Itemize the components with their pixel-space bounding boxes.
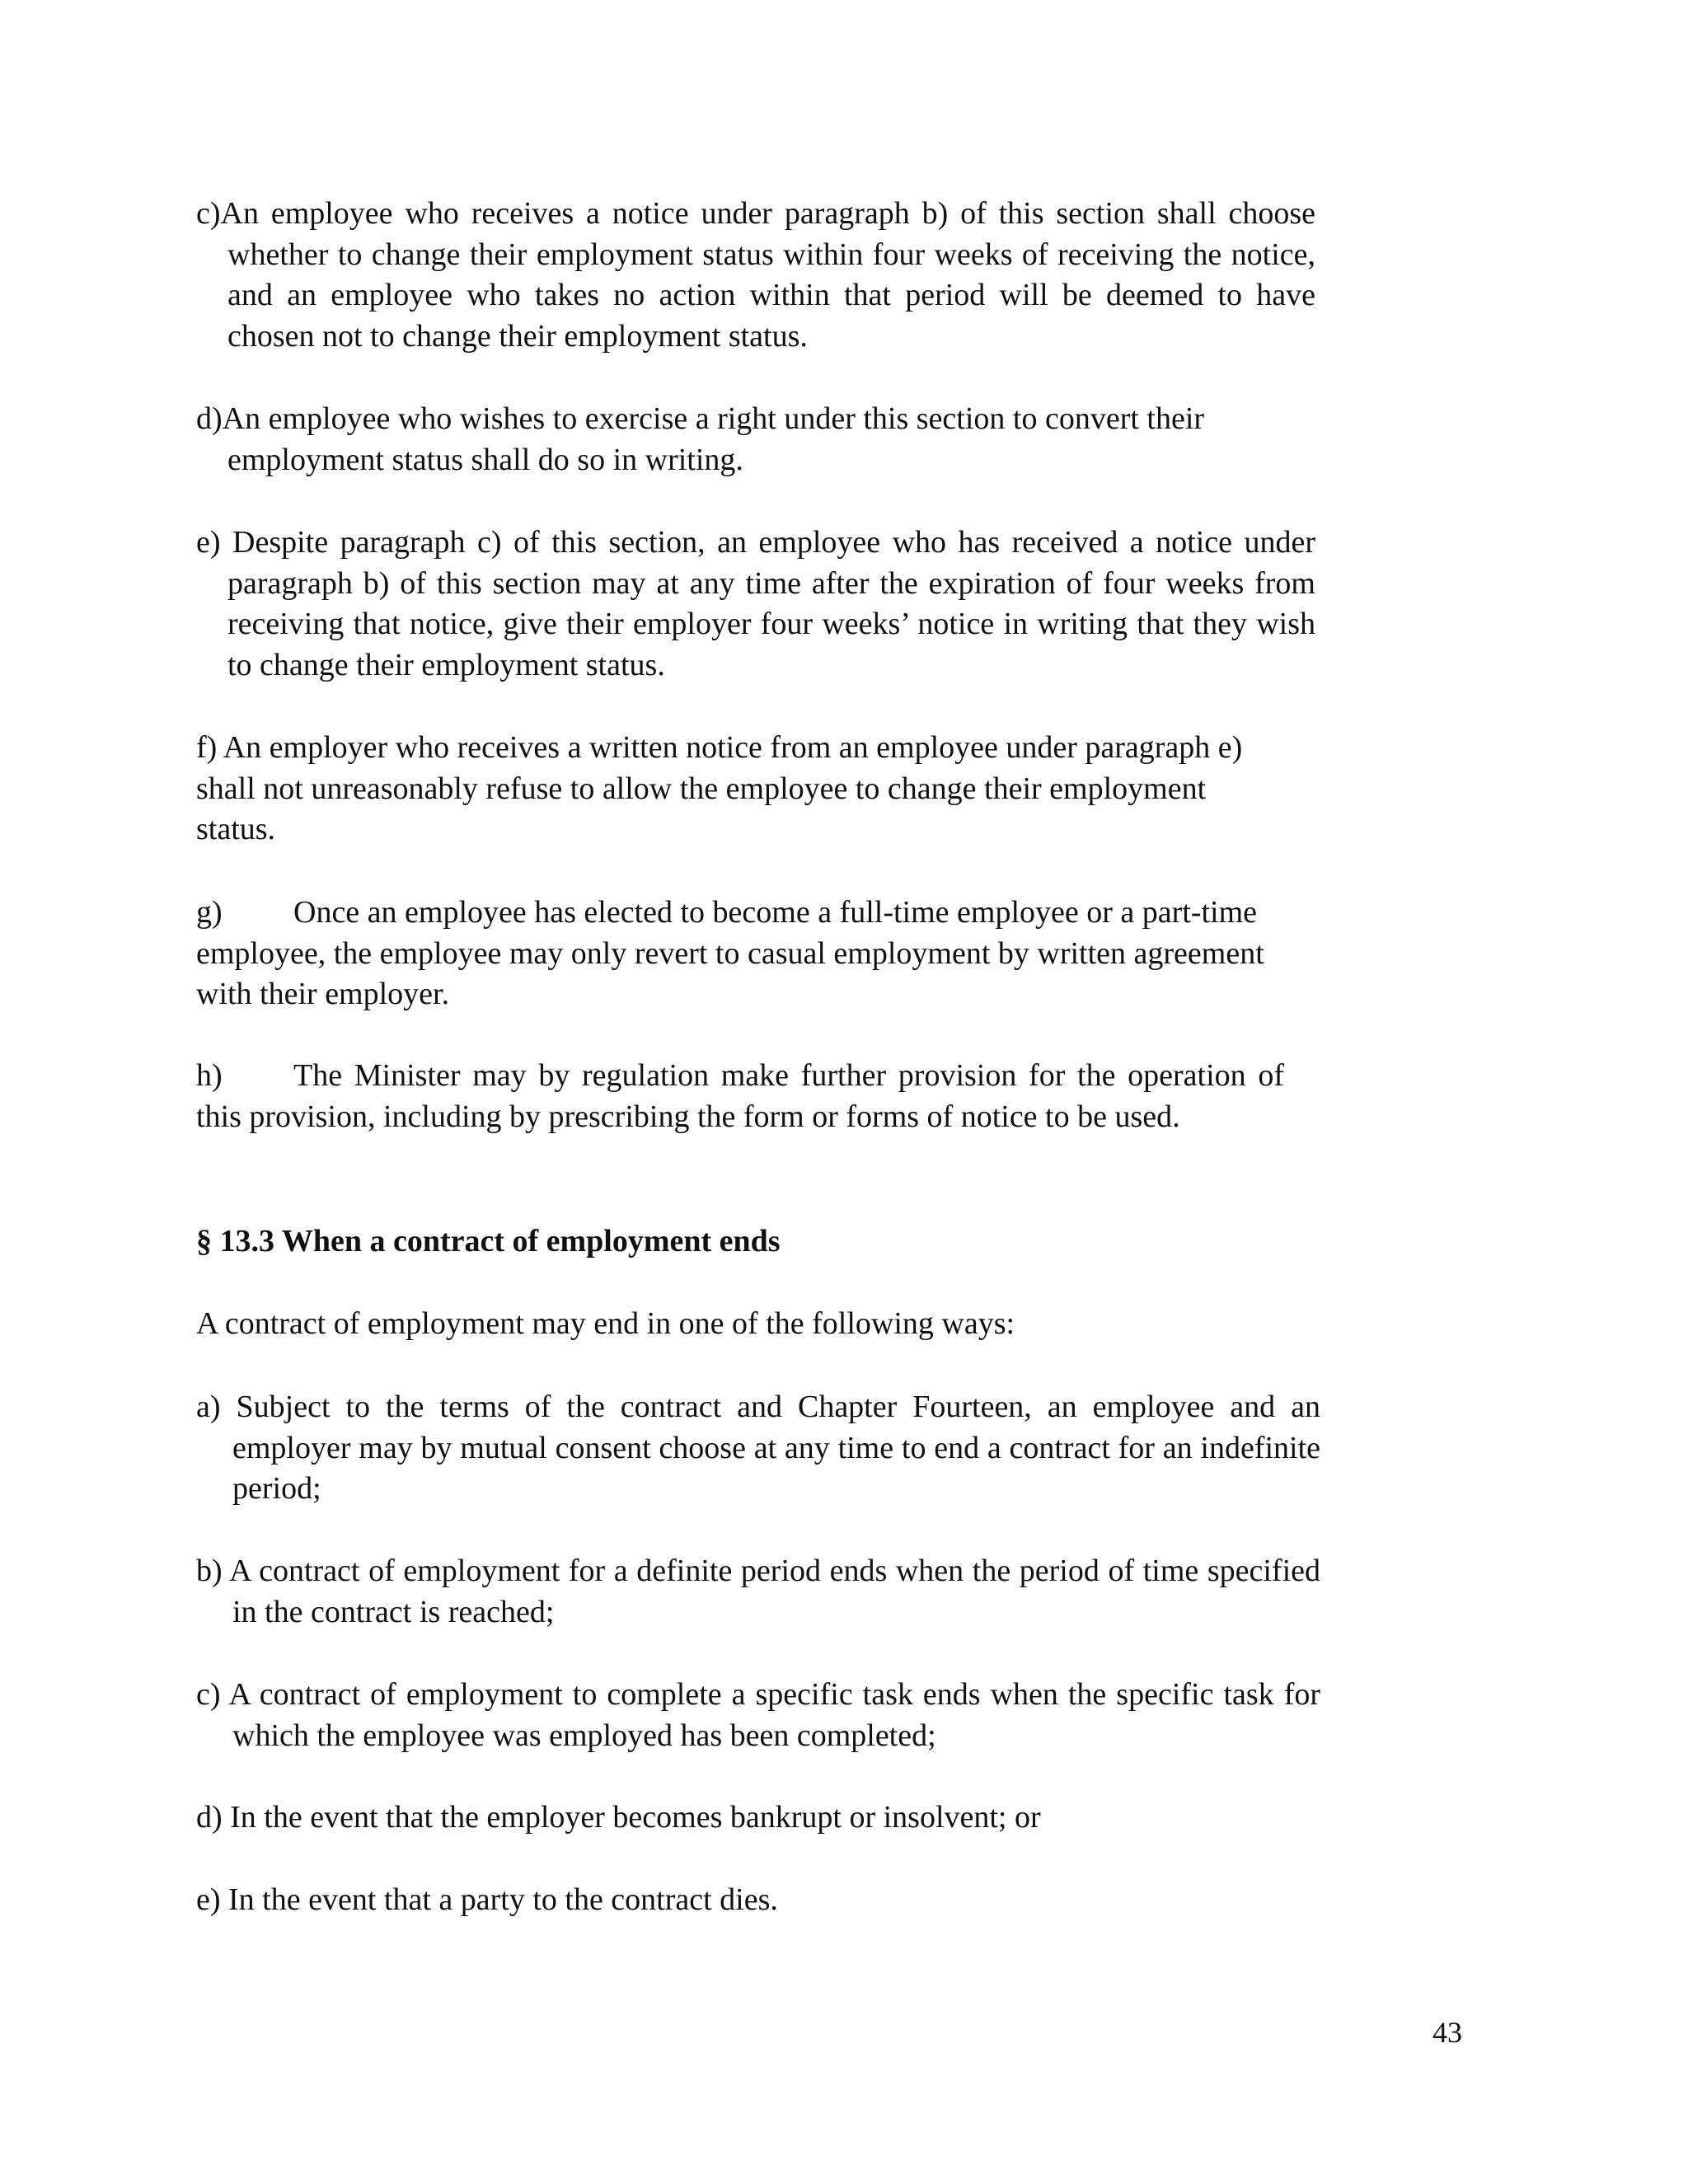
paragraph-label: h) [196,1058,223,1093]
paragraph-h-minister [196,1056,1284,1137]
list-item [196,1880,1320,1921]
paragraph-text: Despite paragraph c) of this section, an employee who has received a notice under paragraph b) of this section may at any time after the expiration of four weeks from receiving that notice, give their employer four weeks’ notice in writing that they wish to change their employment status. [227,525,1315,682]
page-number: 43 [1432,2016,1462,2049]
list-item [196,1675,1320,1756]
paragraph-e-despite [196,523,1315,686]
list-item-label: d) [196,1800,223,1835]
list-item-label: b) [196,1554,223,1588]
section-intro: A contract of employment may end in one of the following ways: [196,1306,1015,1341]
paragraph-label: c) [196,196,221,231]
paragraph-label: g) [196,895,223,930]
list-item-text: A contract of employment to complete a specific task ends when the specific task for which the employee was employed has been completed; [228,1677,1320,1753]
list-item-label: e) [196,1882,221,1917]
paragraph-text: An employee who receives a notice under paragraph b) of this section shall choose whether to change their employment status within four weeks of receiving the notice, and an employee who takes no action within that period will be deemed to have chosen not to change their employment status. [220,196,1315,354]
list-item-text: In the event that a party to the contract dies. [228,1882,778,1917]
list-item-label: c) [196,1677,221,1712]
paragraph-text: Once an employee has elected to become a full-time employee or a part-time employee, the employee may only revert to casual employment by written agreement with their employer. [196,895,1264,1011]
paragraph-text: An employee who wishes to exercise a right under this section to convert their employment status shall do so in writing. [222,401,1205,477]
list-item-text: In the event that the employer becomes bankrupt or insolvent; or [230,1800,1041,1835]
paragraph-f-employer [196,728,1284,851]
paragraph-label: d) [196,401,223,436]
paragraph-d-in-writing [196,399,1315,480]
paragraph-text: An employer who receives a written notice from an employee under paragraph e) shall not unreasonably refuse to allow the employee to change their employment status. [196,730,1243,846]
paragraph-g-revert [196,893,1284,1015]
list-item [196,1387,1320,1510]
paragraph-label: f) [196,730,218,765]
list-item [196,1551,1320,1633]
section-heading: § 13.3 When a contract of employment ends [196,1224,781,1258]
list-item-text: A contract of employment for a definite period ends when the period of time specified in the contract is reached; [229,1554,1321,1629]
paragraph-c-notice-choice [196,194,1315,357]
paragraph-label: e) [196,525,221,560]
paragraph-text: The Minister may by regulation make further provision for the operation of this provision, including by prescribing the form or forms of notice to be used. [196,1058,1284,1134]
list-item [196,1797,1320,1839]
list-item-text: Subject to the terms of the contract and Chapter Fourteen, an employee and an employer may by mutual consent choose at any time to end a contract for an indefinite period; [232,1390,1321,1506]
list-item-label: a) [196,1390,221,1424]
